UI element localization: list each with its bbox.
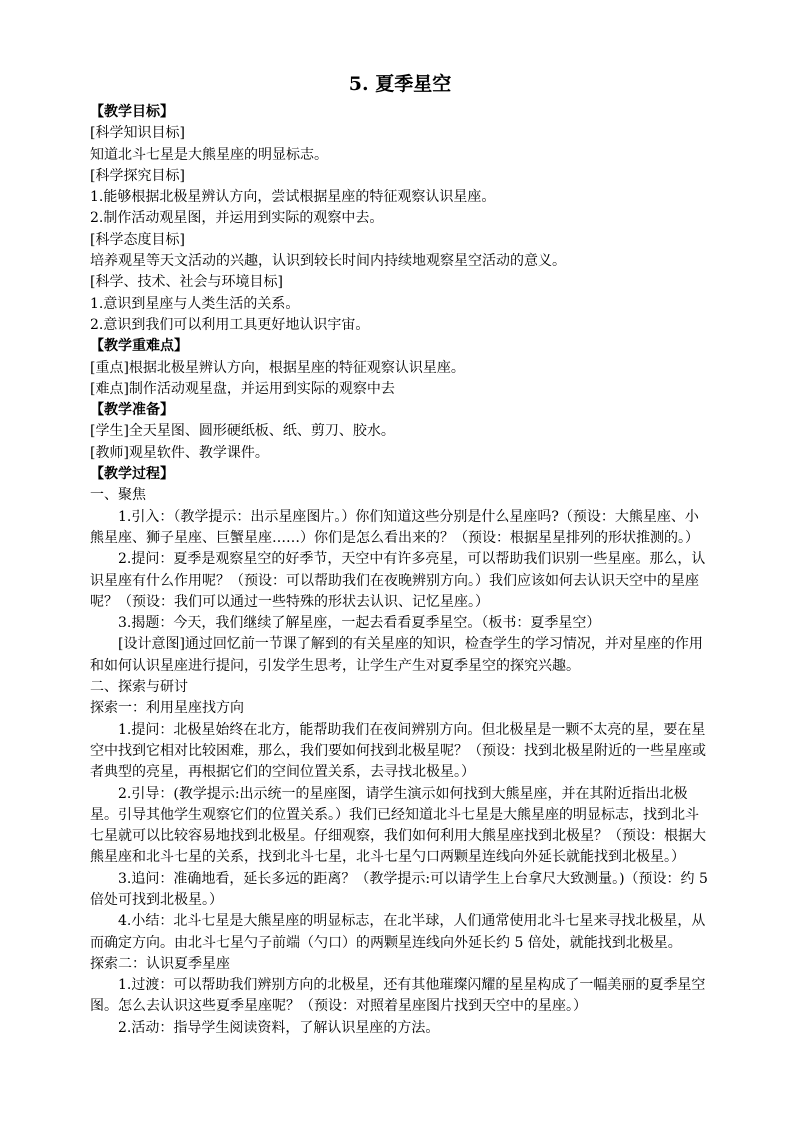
paragraph: [科学探究目标] xyxy=(90,167,185,184)
paragraph: 4.小结：北斗七星是大熊星座的明显标志，在北半球，人们通常使用北斗七星来寻找北极星，从而确定方向。由北斗七星勺子前端（勺口）的两颗星连线向外延长约 5 倍处，就能找到北极星。 xyxy=(90,913,706,951)
document-body xyxy=(90,102,710,1039)
paragraph: [科学知识目标] xyxy=(90,125,185,142)
paragraph: 探索二：认识夏季星座 xyxy=(90,955,230,972)
section-heading: 【教学过程】 xyxy=(90,466,174,483)
paragraph: [教师]观星软件、教学课件。 xyxy=(90,444,269,461)
paragraph: 一、聚焦 xyxy=(90,487,146,504)
paragraph: 知道北斗七星是大熊星座的明显标志。 xyxy=(90,146,328,163)
paragraph: 2.制作活动观星图，并运用到实际的观察中去。 xyxy=(90,210,384,227)
paragraph: 3.追问：准确地看，延长多远的距离？（教学提示:可以请学生上台拿尺大致测量。)（预设：约 5 倍处可找到北极星。） xyxy=(90,870,708,908)
paragraph: 2.活动：指导学生阅读资料，了解认识星座的方法。 xyxy=(118,1019,440,1036)
paragraph: 1.能够根据北极星辨认方向，尝试根据星座的特征观察认识星座。 xyxy=(90,189,496,206)
paragraph: 培养观星等天文活动的兴趣，认识到较长时间内持续地观察星空活动的意义。 xyxy=(90,253,566,270)
document-title: 5. 夏季星空 xyxy=(348,73,452,95)
paragraph: [科学态度目标] xyxy=(90,231,185,248)
paragraph: 2.引导：(教学提示:出示统一的星座图，请学生演示如何找到大熊星座，并在其附近指出北极星。引导其他学生观察它们的位置关系。）我们已经知道北斗七星是大熊星座的明显标志，找到北斗七星就可以比较容易地找到北极星。仔细观察，我们如何利用大熊星座找到北极星？（预设：根据大熊星座和北斗七星的关系，找到北斗七星，北斗七星勺口两颗星连线向外延长就能找到北极星。） xyxy=(90,785,706,866)
section-heading: 【教学准备】 xyxy=(90,402,174,419)
paragraph: 2.意识到我们可以利用工具更好地认识宇宙。 xyxy=(90,316,370,333)
paragraph: 探索一：利用星座找方向 xyxy=(90,700,244,717)
paragraph: 1.意识到星座与人类生活的关系。 xyxy=(90,295,300,312)
section-heading: 【教学重难点】 xyxy=(90,338,188,355)
paragraph: [难点]制作活动观星盘，并运用到实际的观察中去 xyxy=(90,380,395,397)
paragraph: 3.揭题：今天，我们继续了解星座，一起去看看夏季星空。（板书：夏季星空） xyxy=(118,615,601,632)
section-heading: 【教学目标】 xyxy=(90,104,174,120)
paragraph: [设计意图]通过回忆前一节课了解到的有关星座的知识，检查学生的学习情况，并对星座的作用和如何认识星座进行提问，引发学生思考，让学生产生对夏季星空的探究兴趣。 xyxy=(90,636,703,674)
paragraph: 2.提问：夏季是观察星空的好季节，天空中有许多亮星，可以帮助我们识别一些星座。那么，认识星座有什么作用呢？（预设：可以帮助我们在夜晚辨别方向。）我们应该如何去认识天空中的星座呢？（预设：我们可以通过一些特殊的形状去认识、记忆星座。） xyxy=(90,551,706,610)
paragraph: 二、探索与研讨 xyxy=(90,679,188,696)
paragraph: [学生]全天星图、圆形硬纸板、纸、剪刀、胶水。 xyxy=(90,423,395,440)
paragraph: 1.引入：（教学提示：出示星座图片。）你们知道这些分别是什么星座吗?（预设：大熊星座、小熊星座、狮子星座、巨蟹星座……）你们是怎么看出来的？（预设：根据星星排列的形状推测的。） xyxy=(90,508,699,546)
paragraph: 1.提问：北极星始终在北方，能帮助我们在夜间辨别方向。但北极星是一颗不太亮的星，要在星空中找到它相对比较困难，那么，我们要如何找到北极星呢？（预设：找到北极星附近的一些星座或者典型的亮星，再根据它们的空间位置关系，去寻找北极星。） xyxy=(90,721,706,781)
paragraph: [重点]根据北极星辨认方向，根据星座的特征观察认识星座。 xyxy=(90,359,465,376)
paragraph: [科学、技术、社会与环境目标] xyxy=(90,274,283,291)
document-page xyxy=(90,70,710,1039)
paragraph: 1.过渡：可以帮助我们辨别方向的北极星，还有其他璀璨闪耀的星星构成了一幅美丽的夏季星空图。怎么去认识这些夏季星座呢？（预设：对照着星座图片找到天空中的星座。） xyxy=(90,977,706,1015)
